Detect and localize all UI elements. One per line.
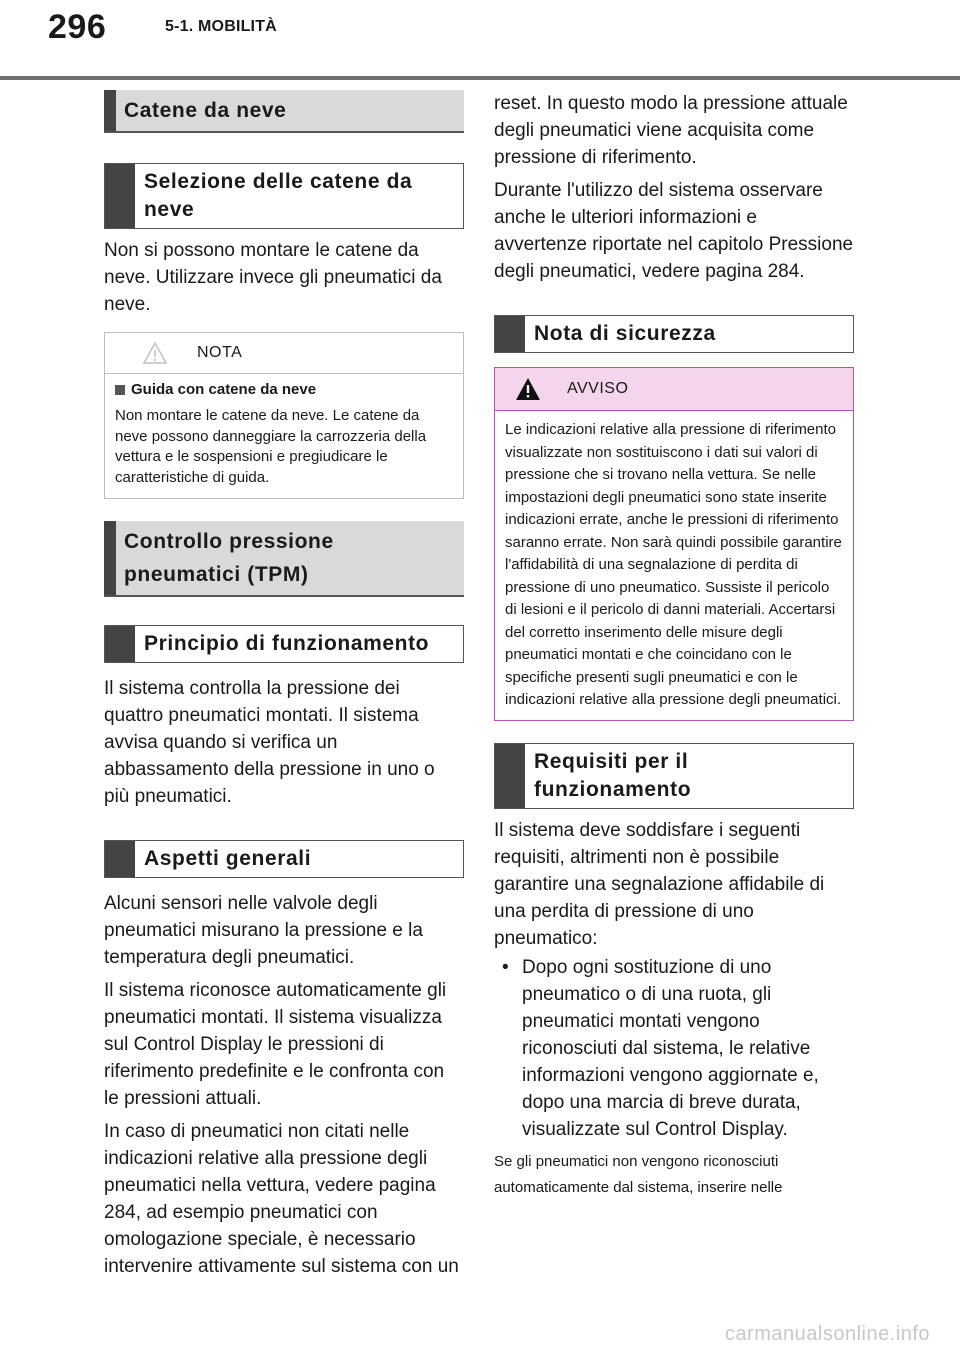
- nota-text: Non montare le catene da neve. Le catene da neve possono danneggiare la carrozzeria della vettura e le sospensioni e pregiudicare le caratteristiche di guida.: [115, 407, 427, 486]
- paragraph-aspetti-3: In caso di pneumatici non citati nelle indicazioni relative alla pressione degli pneumatici nella vettura, vedere pagina 284, ad esempio pneumatici con omologazione speciale, è necessario intervenire attivamente sul sistema con un: [104, 1121, 459, 1277]
- nota-box: [104, 332, 464, 499]
- heading-principio: Principio di funzionamento: [104, 625, 464, 663]
- heading-selezione-catene: Selezione delle catene da neve: [104, 163, 464, 229]
- heading-nota-sicurezza: Nota di sicurezza: [494, 315, 854, 353]
- heading-requisiti: Requisiti per il funzionamento: [494, 743, 854, 809]
- paragraph-requisiti: Il sistema deve soddisfare i seguenti requisiti, altrimenti non è possibile garantire una segnalazione affidabile di una perdita di pressione di uno pneumatico:: [494, 819, 825, 949]
- nota-title: NOTA: [197, 344, 243, 361]
- nota-subtitle: Guida con catene da neve: [131, 381, 317, 398]
- heading-tpm: Controllo pressione pneumatici (TPM): [104, 521, 464, 597]
- caution-triangle-icon: [143, 342, 167, 364]
- square-bullet-icon: [115, 385, 125, 395]
- page-number: 296: [48, 8, 107, 46]
- heading-catene-da-neve: Catene da neve: [104, 90, 464, 133]
- avviso-box: [494, 367, 854, 721]
- avviso-title: AVVISO: [567, 380, 629, 397]
- right-column: [494, 90, 854, 1201]
- paragraph-principio: Il sistema controlla la pressione dei quattro pneumatici montati. Il sistema avvisa quando si verifica un abbassamento della pressione in uno o più pneumatici.: [104, 678, 435, 807]
- requisiti-list: [494, 954, 854, 1143]
- nota-header: [105, 333, 463, 374]
- paragraph-utilizzo: Durante l'utilizzo del sistema osservare anche le ulteriori informazioni e avvertenze riportate nel capitolo Pressione degli pneumatici, vedere pagina 284.: [494, 180, 854, 282]
- left-column: [104, 90, 464, 1280]
- avviso-header: [495, 368, 853, 411]
- heading-aspetti-generali: Aspetti generali: [104, 840, 464, 878]
- paragraph-reset: reset. In questo modo la pressione attuale degli pneumatici viene acquisita come pressione di riferimento.: [494, 93, 848, 168]
- nota-body: [105, 374, 463, 498]
- paragraph-final: Se gli pneumatici non vengono riconosciuti automaticamente dal sistema, inserire nelle: [494, 1152, 783, 1196]
- avviso-text: Le indicazioni relative alla pressione di riferimento visualizzate non sostituiscono i dati sui valori di pressione che si trovano nella vettura. Se nelle impostazioni degli pneumatici sono state inserite indicazioni errate, anche le pressioni di riferimento saranno errate. Non sarà quindi possibile garantire l'affidabilità di una segnalazione di perdita di pressione di uno pneumatico. Sussiste il pericolo di lesioni e il pericolo di danni materiali. Accertarsi del corretto inserimento delle misure degli pneumatici montati e che coincidano con le specifiche presenti sugli pneumatici e con le indicazioni relative alla pressione degli pneumatici.: [505, 421, 842, 708]
- warning-triangle-icon: [515, 377, 541, 401]
- header-divider: [0, 76, 960, 80]
- watermark: carmanualsonline.info: [724, 1323, 930, 1345]
- nota-subheading: [115, 380, 453, 400]
- paragraph-catene: Non si possono montare le catene da neve. Utilizzare invece gli pneumatici da neve.: [104, 240, 442, 315]
- section-title: 5-1. MOBILITÀ: [165, 18, 277, 35]
- paragraph-aspetti-2: Il sistema riconosce automaticamente gli pneumatici montati. Il sistema visualizza sul Control Display le pressioni di riferimento predefinite e le confronta con le pressioni attuali.: [104, 980, 447, 1109]
- list-item: • Dopo ogni sostituzione di uno pneumatico o di una ruota, gli pneumatici montati vengono riconosciuti dal sistema, le relative informazioni vengono aggiornate e, dopo una marcia di breve durata, visualizzate sul Control Display.: [494, 954, 854, 1143]
- paragraph-aspetti-1: Alcuni sensori nelle valvole degli pneumatici misurano la pressione e la temperatura degli pneumatici.: [104, 893, 423, 968]
